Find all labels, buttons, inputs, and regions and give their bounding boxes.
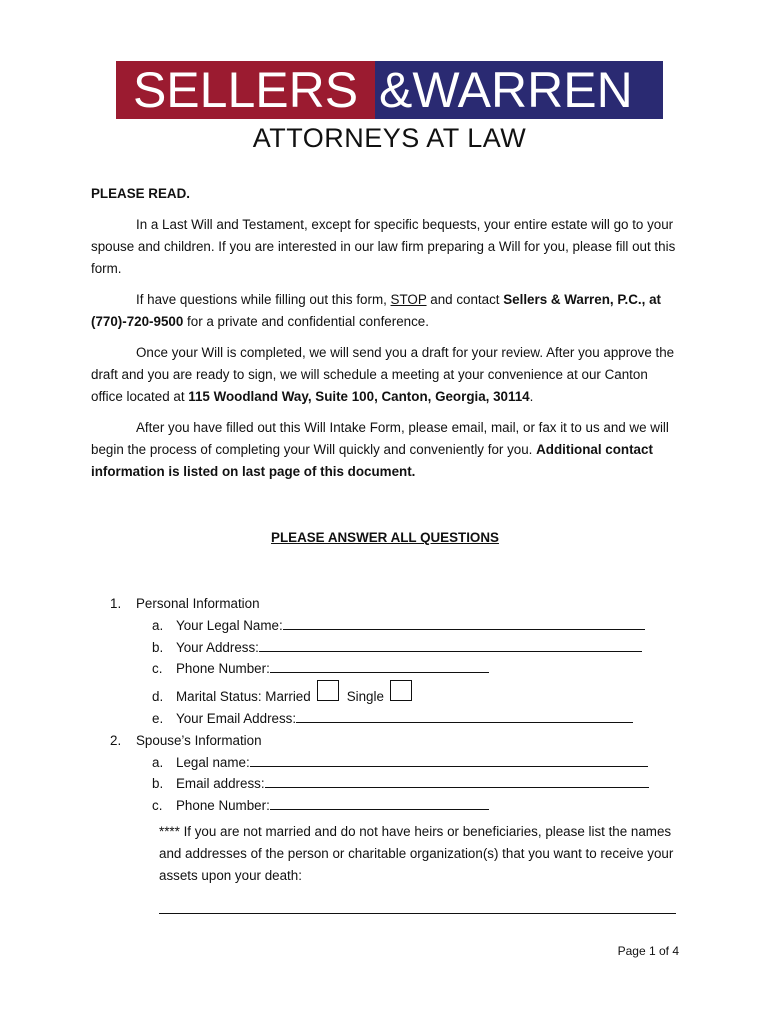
intro-section [91, 183, 681, 492]
single-checkbox[interactable] [390, 680, 412, 701]
intro-paragraph-2 [91, 289, 681, 333]
phone-field[interactable] [270, 658, 489, 673]
item-letter: e. [152, 710, 164, 726]
p2-text-c: for a private and confidential conference. [183, 314, 429, 329]
beneficiary-answer-line[interactable] [159, 913, 676, 914]
logo-banner [116, 61, 663, 119]
item-letter: a. [152, 754, 164, 770]
question-1d [110, 680, 690, 708]
spouse-name-label: Legal name: [176, 754, 250, 770]
question-1e [110, 708, 690, 730]
p3-text-a: Once your Will is completed, we will send you a draft for your review. After you approve the draft and you are ready to sign, we will schedule a meeting at your convenience at our Canton office located at [91, 345, 675, 404]
legal-name-label: Your Legal Name: [176, 617, 283, 633]
item-letter: c. [152, 798, 163, 814]
p2-text-b: and contact [426, 292, 504, 307]
question-number: 1. [110, 596, 122, 611]
item-letter: b. [152, 639, 164, 655]
question-title: Spouse’s Information [136, 732, 262, 748]
spouse-phone-label: Phone Number: [176, 798, 270, 814]
item-letter: d. [152, 689, 164, 705]
intro-paragraph-1: In a Last Will and Testament, except for specific bequests, your entire estate will go to your spouse and children. If you are interested in our law firm preparing a Will for you, please fill out this form. [91, 217, 676, 276]
email-field[interactable] [296, 708, 633, 723]
address-label: Your Address: [176, 639, 259, 655]
question-number: 2. [110, 732, 122, 748]
legal-name-field[interactable] [283, 615, 645, 630]
spouse-name-field[interactable] [250, 752, 648, 767]
firm-logo [116, 61, 663, 154]
logo-subtitle: ATTORNEYS AT LAW [252, 123, 527, 153]
beneficiary-note: **** If you are not married and do not have heirs or beneficiaries, please list the names and addresses of the person or charitable organization(s) that you want to receive your assets upon your death: [159, 824, 674, 883]
single-label: Single [346, 689, 384, 705]
p3-text-b: . [529, 389, 534, 404]
question-2 [110, 730, 690, 752]
please-read-heading: PLEASE READ. [91, 186, 190, 201]
spouse-phone-field[interactable] [270, 795, 489, 810]
firm-contact: Sellers & Warren, P.C., at (770)-720-9500 [91, 292, 661, 329]
item-letter: c. [152, 661, 163, 677]
question-1c [110, 658, 690, 680]
question-2a [110, 752, 690, 774]
p4-text-a: After you have filled out this Will Intake Form, please email, mail, or fax it to us and we will begin the process of completing your Will quickly and conveniently for you. [91, 420, 669, 457]
email-label: Your Email Address: [176, 710, 297, 726]
question-title: Personal Information [136, 596, 260, 611]
item-letter: b. [152, 776, 164, 792]
logo-warren-text: &WARREN [375, 61, 663, 119]
intro-paragraph-4 [91, 417, 681, 483]
phone-label: Phone Number: [176, 661, 270, 677]
questions-heading: PLEASE ANSWER ALL QUESTIONS [271, 530, 499, 545]
address-field[interactable] [259, 637, 642, 652]
question-1a [110, 615, 690, 637]
question-2b [110, 773, 690, 795]
office-address: 115 Woodland Way, Suite 100, Canton, Georgia, 30114 [188, 389, 530, 404]
question-1b [110, 637, 690, 659]
married-checkbox[interactable] [317, 680, 339, 701]
item-letter: a. [152, 617, 164, 633]
intro-paragraph-3 [91, 342, 681, 408]
page-number: Page 1 of 4 [617, 944, 679, 958]
additional-contact-note: Additional contact information is listed on last page of this document. [91, 442, 653, 479]
logo-sellers-text: SELLERS [116, 61, 375, 119]
spouse-email-field[interactable] [265, 773, 649, 788]
p2-text-a: If have questions while filling out this form, [136, 292, 391, 307]
stop-text: STOP [390, 292, 427, 307]
spouse-email-label: Email address: [176, 776, 265, 792]
question-1 [110, 593, 690, 615]
questions-list [110, 593, 690, 817]
question-2c [110, 795, 690, 817]
marital-status-label: Marital Status: Married [176, 689, 311, 705]
